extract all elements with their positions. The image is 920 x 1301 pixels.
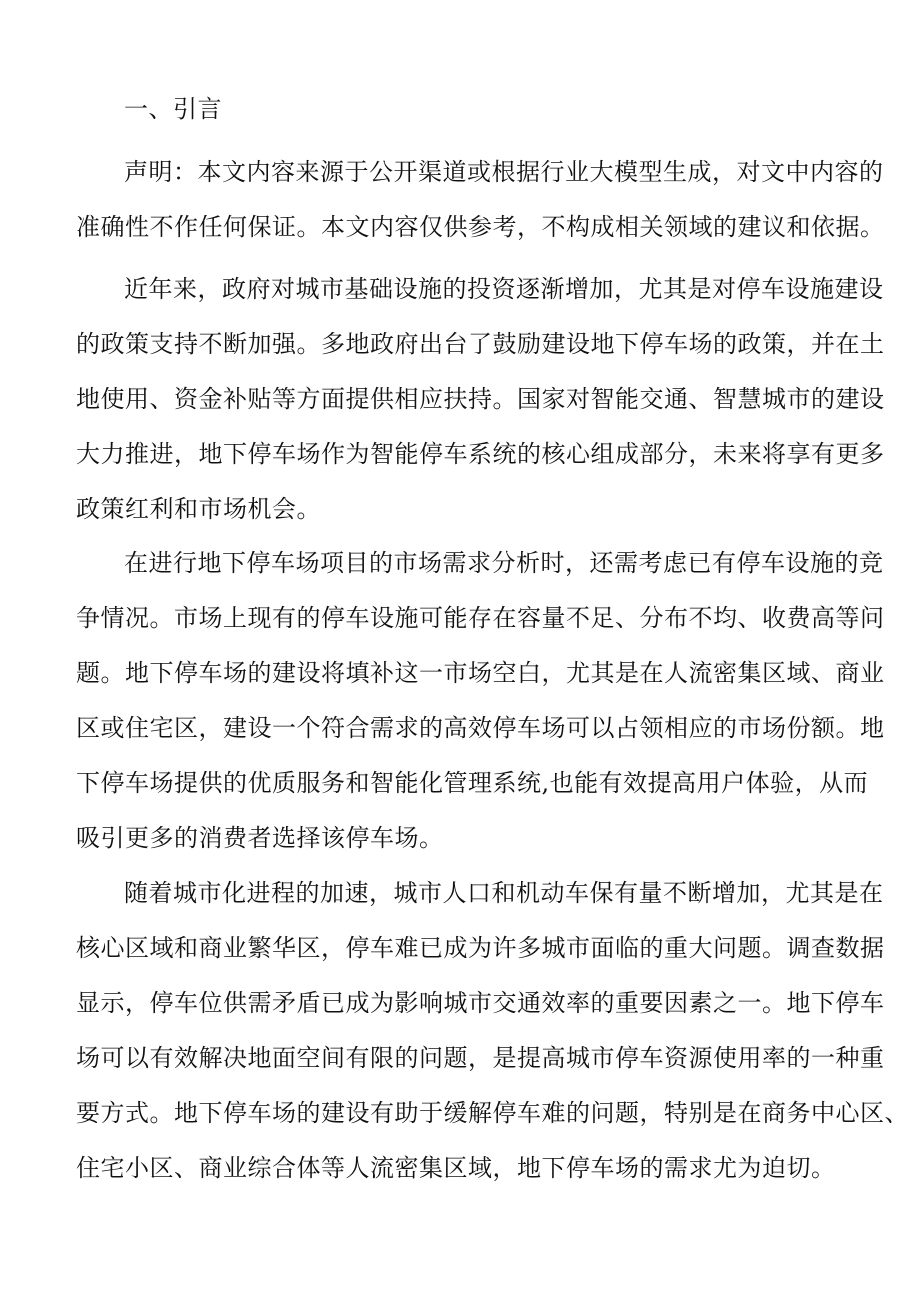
paragraph-line: 区或住宅区，建设一个符合需求的高效停车场可以占领相应的市场份额。地 xyxy=(76,714,885,742)
paragraph-line: 吸引更多的消费者选择该停车场。 xyxy=(76,824,444,852)
paragraph-line: 的政策支持不断加强。多地政府出台了鼓励建设地下停车场的政策，并在土 xyxy=(76,330,885,358)
section-heading: 一、引言 xyxy=(124,95,222,123)
paragraph-line: 题。地下停车场的建设将填补这一市场空白，尤其是在人流密集区域、商业 xyxy=(76,659,885,687)
paragraph-line: 大力推进，地下停车场作为智能停车系统的核心组成部分，未来将享有更多 xyxy=(76,440,885,468)
paragraph-line: 随着城市化进程的加速，城市人口和机动车保有量不断增加，尤其是在 xyxy=(124,879,884,907)
paragraph-line: 声明：本文内容来源于公开渠道或根据行业大模型生成，对文中内容的 xyxy=(124,158,884,186)
paragraph-line: 下停车场提供的优质服务和智能化管理系统,也能有效提高用户体验，从而 xyxy=(76,769,869,797)
policy-paragraph xyxy=(76,262,885,537)
paragraph-line: 地使用、资金补贴等方面提供相应扶持。国家对智能交通、智慧城市的建设 xyxy=(76,385,885,413)
paragraph-line: 要方式。地下停车场的建设有助于缓解停车难的问题，特别是在商务中心区、 xyxy=(76,1099,909,1127)
demand-paragraph xyxy=(76,866,909,1196)
paragraph-line: 住宅小区、商业综合体等人流密集区域，地下停车场的需求尤为迫切。 xyxy=(76,1154,836,1182)
paragraph-line: 显示，停车位供需矛盾已成为影响城市交通效率的重要因素之一。地下停车 xyxy=(76,989,885,1017)
paragraph-line: 近年来，政府对城市基础设施的投资逐渐增加，尤其是对停车设施建设 xyxy=(124,275,884,303)
competition-paragraph xyxy=(76,536,885,866)
paragraph-line: 核心区域和商业繁华区，停车难已成为许多城市面临的重大问题。调查数据 xyxy=(76,934,885,962)
paragraph-line: 在进行地下停车场项目的市场需求分析时，还需考虑已有停车设施的竞 xyxy=(124,549,884,577)
disclaimer-paragraph xyxy=(76,145,885,255)
paragraph-line: 场可以有效解决地面空间有限的问题，是提高城市停车资源使用率的一种重 xyxy=(76,1044,885,1072)
paragraph-line: 政策红利和市场机会。 xyxy=(76,495,321,523)
paragraph-line: 准确性不作任何保证。本文内容仅供参考，不构成相关领域的建议和依据。 xyxy=(76,213,885,241)
paragraph-line: 争情况。市场上现有的停车设施可能存在容量不足、分布不均、收费高等问 xyxy=(76,604,885,632)
